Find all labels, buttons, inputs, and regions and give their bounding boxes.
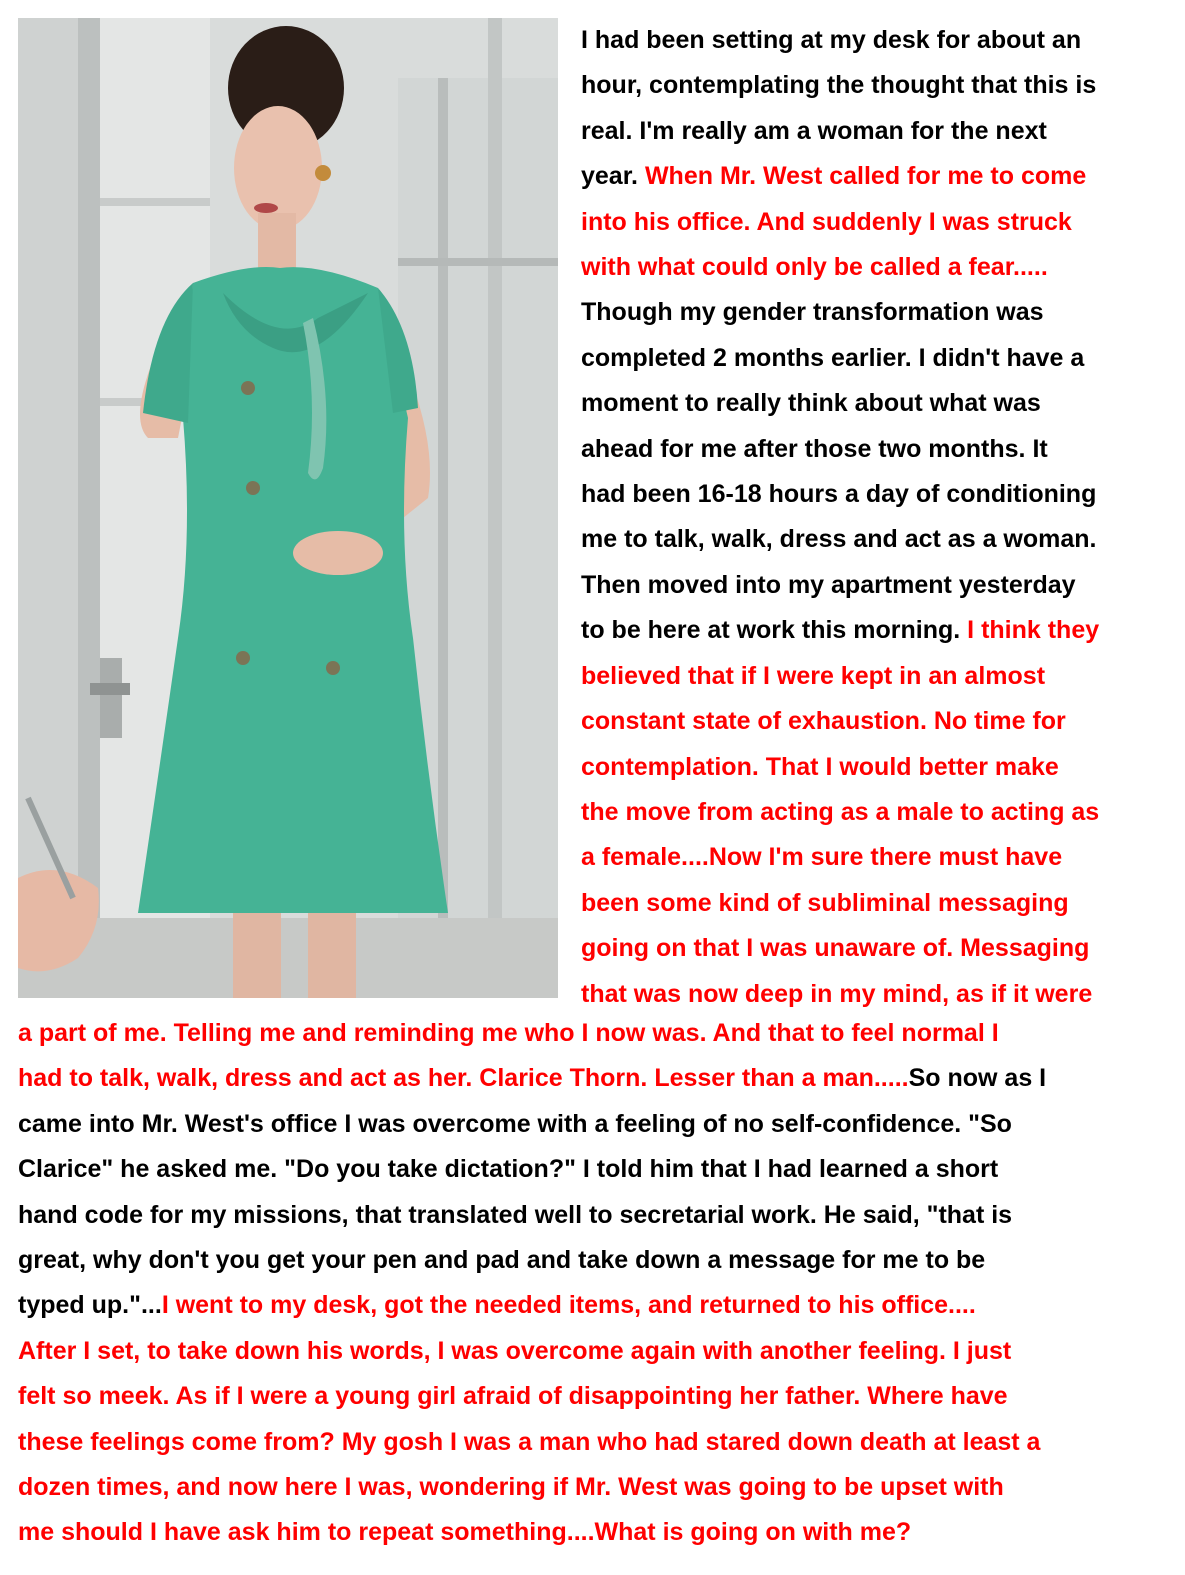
story-line [18, 1329, 1178, 1374]
story-line [581, 790, 1181, 835]
story-line [581, 654, 1181, 699]
body-text: typed up."... [18, 1291, 162, 1320]
highlighted-text: I think they [967, 616, 1100, 645]
story-line [581, 427, 1181, 472]
body-text: moment to really think about what was [581, 389, 1041, 418]
story-line [18, 1283, 1178, 1328]
story-line [18, 1465, 1178, 1510]
story-line [18, 1011, 1178, 1056]
story-line [581, 381, 1181, 426]
body-text: ahead for me after those two months. It [581, 434, 1048, 463]
body-text: hour, contemplating the thought that this is [581, 71, 1097, 100]
highlighted-text: the move from acting as a male to acting as [581, 797, 1100, 826]
body-text: Clarice" he asked me. "Do you take dictation?" I told him that I had learned a short [18, 1155, 999, 1184]
story-line [581, 563, 1181, 608]
body-text: Then moved into my apartment yesterday [581, 570, 1076, 599]
highlighted-text: a part of me. Telling me and reminding me who I now was. And that to feel normal I [18, 1019, 999, 1047]
highlighted-text: I went to my desk, got the needed items, and returned to his office.... [161, 1291, 976, 1320]
story-line [581, 881, 1181, 926]
story-line [581, 699, 1181, 744]
story-line [581, 517, 1181, 562]
story-line [581, 608, 1181, 653]
highlighted-text: me should I have ask him to repeat something....What is going on with me? [18, 1518, 912, 1547]
story-line [18, 1056, 1178, 1101]
story-line [581, 745, 1181, 790]
highlighted-text: dozen times, and now here I was, wondering if Mr. West was going to be upset with [18, 1473, 1004, 1502]
highlighted-text: After I set, to take down his words, I was overcome again with another feeling. I just [18, 1336, 1012, 1365]
story-line [581, 336, 1181, 381]
story-line [581, 926, 1181, 971]
body-text: to be here at work this morning. [581, 616, 968, 645]
story-line [581, 835, 1181, 880]
highlighted-text: felt so meek. As if I were a young girl afraid of disappointing her father. Where have [18, 1382, 1008, 1411]
story-line [18, 1420, 1178, 1465]
highlighted-text: been some kind of subliminal messaging [581, 888, 1069, 917]
story-line [581, 63, 1181, 108]
body-text: year. [581, 162, 645, 191]
story-line [18, 1374, 1178, 1419]
story-line [18, 1193, 1178, 1238]
story-line [581, 18, 1181, 63]
body-text: hand code for my missions, that translated well to secretarial work. He said, "that is [18, 1200, 1013, 1229]
story-text-top [581, 18, 1181, 1017]
body-text: Though my gender transformation was [581, 298, 1044, 327]
body-text: I had been setting at my desk for about an [581, 26, 1082, 54]
highlighted-text: these feelings come from? My gosh I was a man who had stared down death at least a [18, 1427, 1041, 1456]
highlighted-text: that was now deep in my mind, as if it were [581, 979, 1093, 1008]
story-line [18, 1102, 1178, 1147]
woman-in-green-dress-photo [18, 18, 558, 998]
story-line [581, 472, 1181, 517]
highlighted-text: constant state of exhaustion. No time for [581, 707, 1066, 736]
story-line [581, 245, 1181, 290]
body-text: great, why don't you get your pen and pad and take down a message for me to be [18, 1246, 986, 1275]
body-text: completed 2 months earlier. I didn't have a [581, 343, 1085, 372]
body-text: So now as I [908, 1064, 1047, 1093]
body-text: came into Mr. West's office I was overcome with a feeling of no self-confidence. "So [18, 1109, 1012, 1138]
story-line [581, 154, 1181, 199]
story-line [581, 200, 1181, 245]
body-text: me to talk, walk, dress and act as a woman. [581, 525, 1097, 554]
story-line [18, 1510, 1178, 1555]
body-text: had been 16-18 hours a day of conditioning [581, 480, 1097, 509]
highlighted-text: had to talk, walk, dress and act as her. Clarice Thorn. Lesser than a man..... [18, 1064, 909, 1093]
highlighted-text: with what could only be called a fear..... [581, 253, 1048, 282]
story-text-bottom [18, 1011, 1178, 1556]
highlighted-text: believed that if I were kept in an almost [581, 661, 1046, 690]
highlighted-text: contemplation. That I would better make [581, 752, 1059, 781]
highlighted-text: going on that I was unaware of. Messaging [581, 934, 1090, 963]
story-line [18, 1238, 1178, 1283]
body-text: real. I'm really am a woman for the next [581, 116, 1047, 145]
story-line [18, 1147, 1178, 1192]
highlighted-text: a female....Now I'm sure there must have [581, 843, 1063, 872]
highlighted-text: When Mr. West called for me to come [644, 162, 1087, 191]
story-line [581, 290, 1181, 335]
story-line [581, 109, 1181, 154]
highlighted-text: into his office. And suddenly I was struck [581, 207, 1072, 236]
